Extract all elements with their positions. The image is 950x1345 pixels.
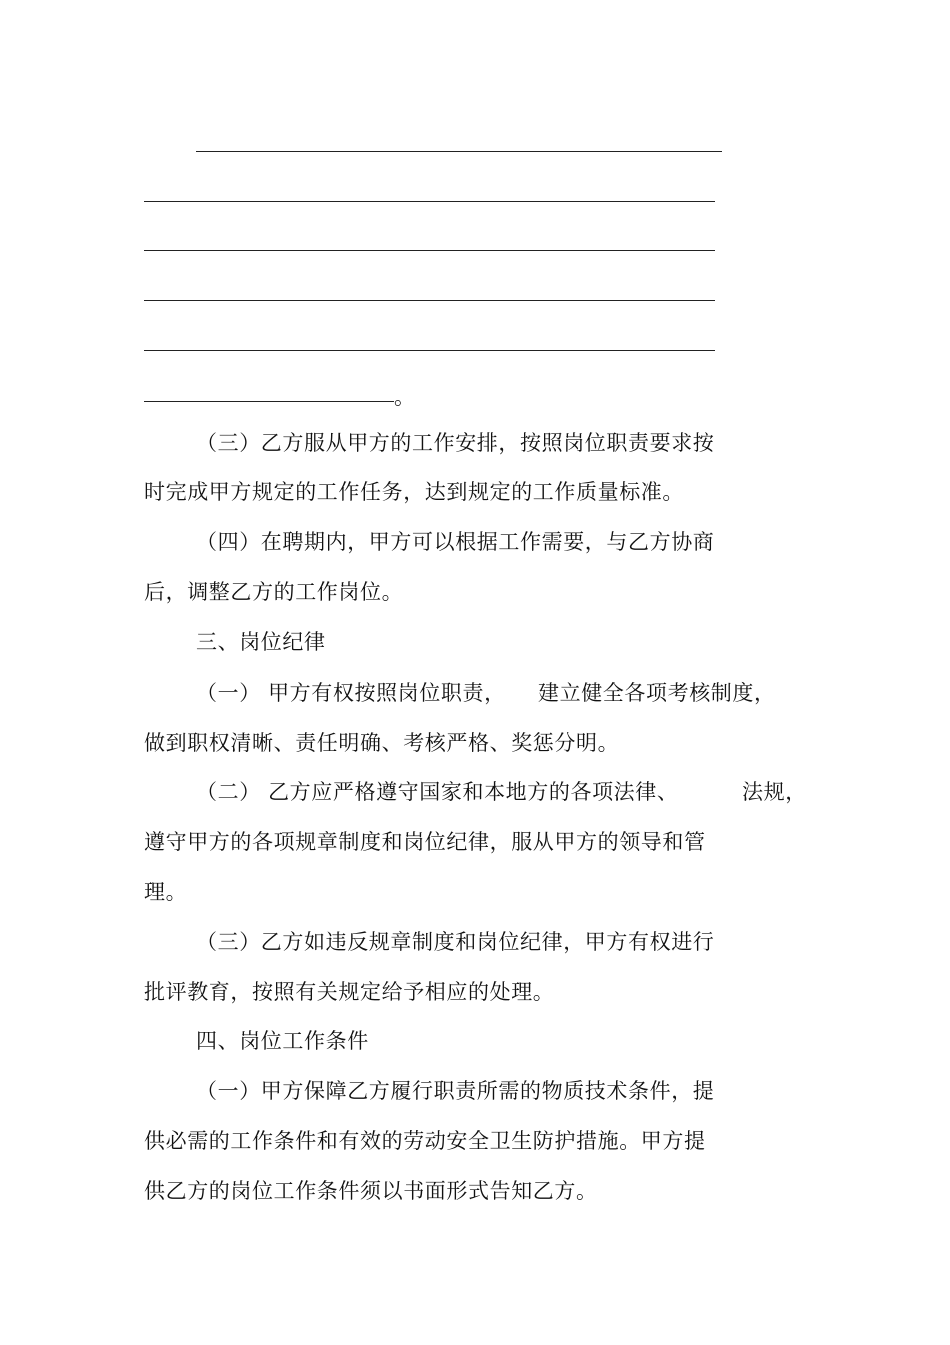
blank-line-3: [144, 250, 715, 251]
blank-line-4: [144, 300, 715, 301]
clause-4-1-line-2: 供必需的工作条件和有效的劳动安全卫生防护措施。甲方提: [144, 1129, 706, 1153]
section-3-heading: 三、岗位纪律: [196, 630, 326, 654]
blank-line-1: [196, 151, 722, 152]
clause-3-2-line-1a: （二） 乙方应严格遵守国家和本地方的各项法律、: [196, 780, 679, 804]
clause-3-2-line-1b: 法规，: [742, 780, 807, 804]
clause-4-1-line-1: （一）甲方保障乙方履行职责所需的物质技术条件，提: [196, 1079, 715, 1103]
clause-3-3-line-2: 批评教育，按照有关规定给予相应的处理。: [144, 980, 555, 1004]
clause-3-3-line-1: （三）乙方如违反规章制度和岗位纪律，甲方有权进行: [196, 930, 715, 954]
clause-3-1-line-1b: 建立健全各项考核制度，: [538, 681, 776, 705]
clause-3-2-line-2: 遵守甲方的各项规章制度和岗位纪律，服从甲方的领导和管: [144, 830, 706, 854]
blank-end-mark: 。: [394, 385, 415, 409]
clause-3-1-line-2: 做到职权清晰、责任明确、考核严格、奖惩分明。: [144, 731, 620, 755]
blank-line-6: [144, 401, 394, 402]
clause-2-4-line-2: 后，调整乙方的工作岗位。: [144, 580, 404, 604]
clause-2-3-line-2: 时完成甲方规定的工作任务，达到规定的工作质量标准。: [144, 480, 684, 504]
clause-3-2-line-3: 理。: [144, 880, 188, 904]
section-4-heading: 四、岗位工作条件: [196, 1029, 369, 1053]
clause-4-1-line-3: 供乙方的岗位工作条件须以书面形式告知乙方。: [144, 1179, 598, 1203]
clause-2-3-line-1: （三）乙方服从甲方的工作安排，按照岗位职责要求按: [196, 431, 715, 455]
clause-2-4-line-1: （四）在聘期内，甲方可以根据工作需要，与乙方协商: [196, 530, 715, 554]
blank-line-2: [144, 201, 715, 202]
clause-3-1-line-1a: （一） 甲方有权按照岗位职责，: [196, 681, 506, 705]
blank-line-5: [144, 350, 715, 351]
